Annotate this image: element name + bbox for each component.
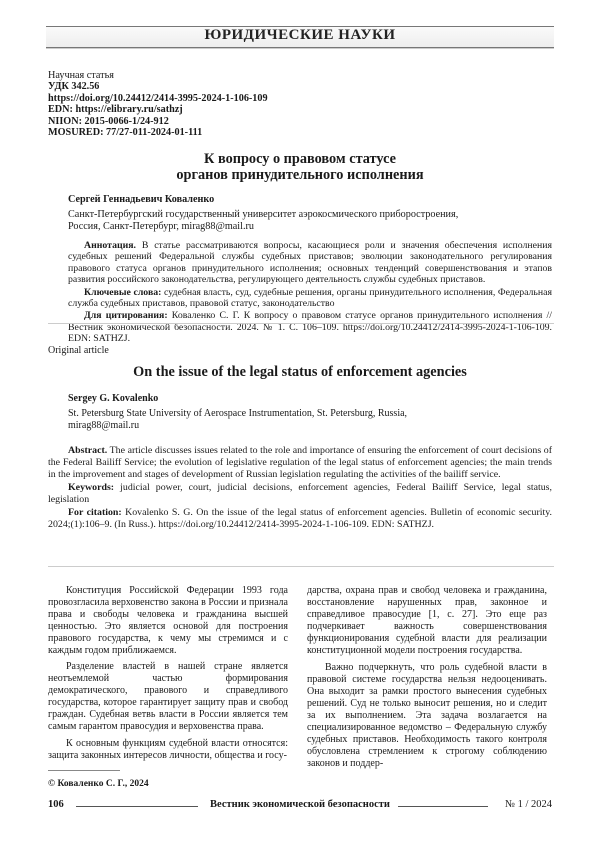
abstract-ru-label: Аннотация.	[84, 240, 137, 251]
citation-en-label: For citation:	[68, 506, 122, 518]
section-header-title: ЮРИДИЧЕСКИЕ НАУКИ	[204, 27, 396, 43]
citation-ru-label: Для цитирования:	[84, 310, 168, 322]
body-paragraph: Важно подчеркнуть, что роль судебной власти в правовой системе государства нельзя недооценивать. Она выходит за рамки простого вынесения судебных решений. Суд не только выносит решения, но и следит за их выполнением. Эта задача возлагается на специализированное ведомство – Федеральную службу судебных приставов. Необходимость такого контроля обусловлена стремлением к строгому соблюдению законов и поддер-	[307, 662, 547, 769]
page-number: 106	[48, 799, 64, 810]
divider	[48, 566, 554, 567]
mosured-code: MOSURED: 77/27-011-2024-01-111	[48, 127, 203, 139]
copyright-note: © Коваленко С. Г., 2024	[48, 779, 149, 789]
title-ru-line-1: К вопросу о правовом статусе	[204, 151, 396, 167]
author-name-ru: Сергей Геннадьевич Коваленко	[68, 194, 215, 205]
author-block-en	[68, 393, 407, 432]
body-paragraph: Разделение властей в нашей стране является неотъемлемой частью формирования демократического, правового и справедливого государства, которое гарантирует защиту прав и свобод граждан. Судебная ветвь власти в России является тем самым гарантом правосудия и верховенства права.	[48, 661, 288, 732]
abstract-ru	[68, 240, 552, 345]
keywords-ru-label: Ключевые слова:	[84, 286, 162, 298]
author-affiliation-en-2: mirag88@mail.ru	[68, 420, 140, 431]
body-column-right	[307, 585, 547, 775]
keywords-ru-text: судебная власть, суд, судебные решения, органы принудительного исполнения, Федеральная служба судебных приставов, правовой статус, законодательство	[68, 286, 552, 310]
abstract-en	[48, 445, 552, 531]
article-type: Научная статья	[48, 70, 114, 81]
author-block-ru	[68, 194, 458, 233]
udk-code: УДК 342.56	[48, 81, 100, 93]
keywords-en-label: Keywords:	[68, 482, 115, 494]
keywords-en-text: judicial power, court, judicial decisions, enforcement agencies, Federal Bailiff Service, legal status, legislation	[48, 482, 552, 506]
article-title-en: On the issue of the legal status of enforcement agencies	[133, 364, 467, 380]
citation-en-text: Kovalenko S. G. On the issue of the legal status of enforcement agencies. Bulletin of economic security. 2024;(1):106–9. (In Russ.). https://doi.org/10.24412/2414-3995-2024-1-106-109. EDN: SATHZJ.	[48, 506, 552, 530]
body-paragraph: Конституция Российской Федерации 1993 года провозгласила верховенство закона в России и признала права и свободы человека и гражданина высшей ценностью. Это является основой для построения правового государства, к чему мы стремимся и с каждым годом приближаемся.	[48, 585, 288, 656]
divider	[48, 323, 554, 324]
original-article-label: Original article	[48, 345, 109, 356]
doi-link[interactable]: https://doi.org/10.24412/2414-3995-2024-1-106-109	[48, 92, 268, 104]
author-affiliation-ru-2: Россия, Санкт-Петербург, mirag88@mail.ru	[68, 221, 254, 232]
title-ru-line-2: органов принудительного исполнения	[176, 167, 424, 183]
journal-name: Вестник экономической безопасности	[210, 799, 390, 810]
article-title-ru	[48, 151, 552, 183]
article-metadata	[48, 70, 268, 138]
author-affiliation-ru-1: Санкт-Петербургский государственный университет аэрокосмического приборостроения,	[68, 209, 459, 220]
issue-number: № 1 / 2024	[504, 799, 552, 810]
body-paragraph: К основным функциям судебной власти относятся: защита законных интересов личности, общества и госу-	[48, 737, 288, 761]
citation-ru-text: Коваленко С. Г. К вопросу о правовом статусе органов принудительного исполнения // Вестник экономической безопасности. 2024. № 1. С. 106–109. https://doi.org/10.24412/2414-3995-2024-1-106-109. EDN: SATHZJ.	[68, 310, 552, 345]
page-footer	[48, 799, 552, 813]
body-paragraph: дарства, охрана прав и свобод человека и гражданина, восстановление нарушенных прав, законное и справедливое правосудие [1, с. 27]. Это еще раз подчеркивает важность совершенствования функционирования судебной власти для реализации конституционной модели построения государства.	[307, 585, 547, 656]
author-affiliation-en-1: St. Petersburg State University of Aerospace Instrumentation, St. Petersburg, Russia,	[68, 408, 408, 419]
edn-link[interactable]: EDN: https://elibrary.ru/sathzj	[48, 104, 183, 116]
abstract-en-label: Abstract.	[68, 445, 108, 456]
abstract-ru-text: В статье рассматриваются вопросы, касающиеся роли и значения обеспечения исполнения судебных решений Федеральной службы судебных приставов; эволюции законодательного регулирования правового статуса органов принудительного исполнения; основных тенденций совершенствования и этапов развития российского законодательства, регулирующего деятельность службы судебных приставов.	[68, 240, 552, 286]
author-name-en: Sergey G. Kovalenko	[68, 393, 159, 404]
niion-code: NIION: 2015-0066-1/24-912	[48, 115, 169, 127]
abstract-en-text: The article discusses issues related to the role and importance of ensuring the enforcement of court decisions of the Federal Bailiff Service; the evolution of legislative regulation of the legal status of enforcement agencies; the main trends in the improvement and stages of development of Russian legislation regulating the activities of the bailiff service.	[48, 445, 552, 480]
footnote-rule	[48, 770, 120, 771]
body-column-left	[48, 585, 288, 767]
